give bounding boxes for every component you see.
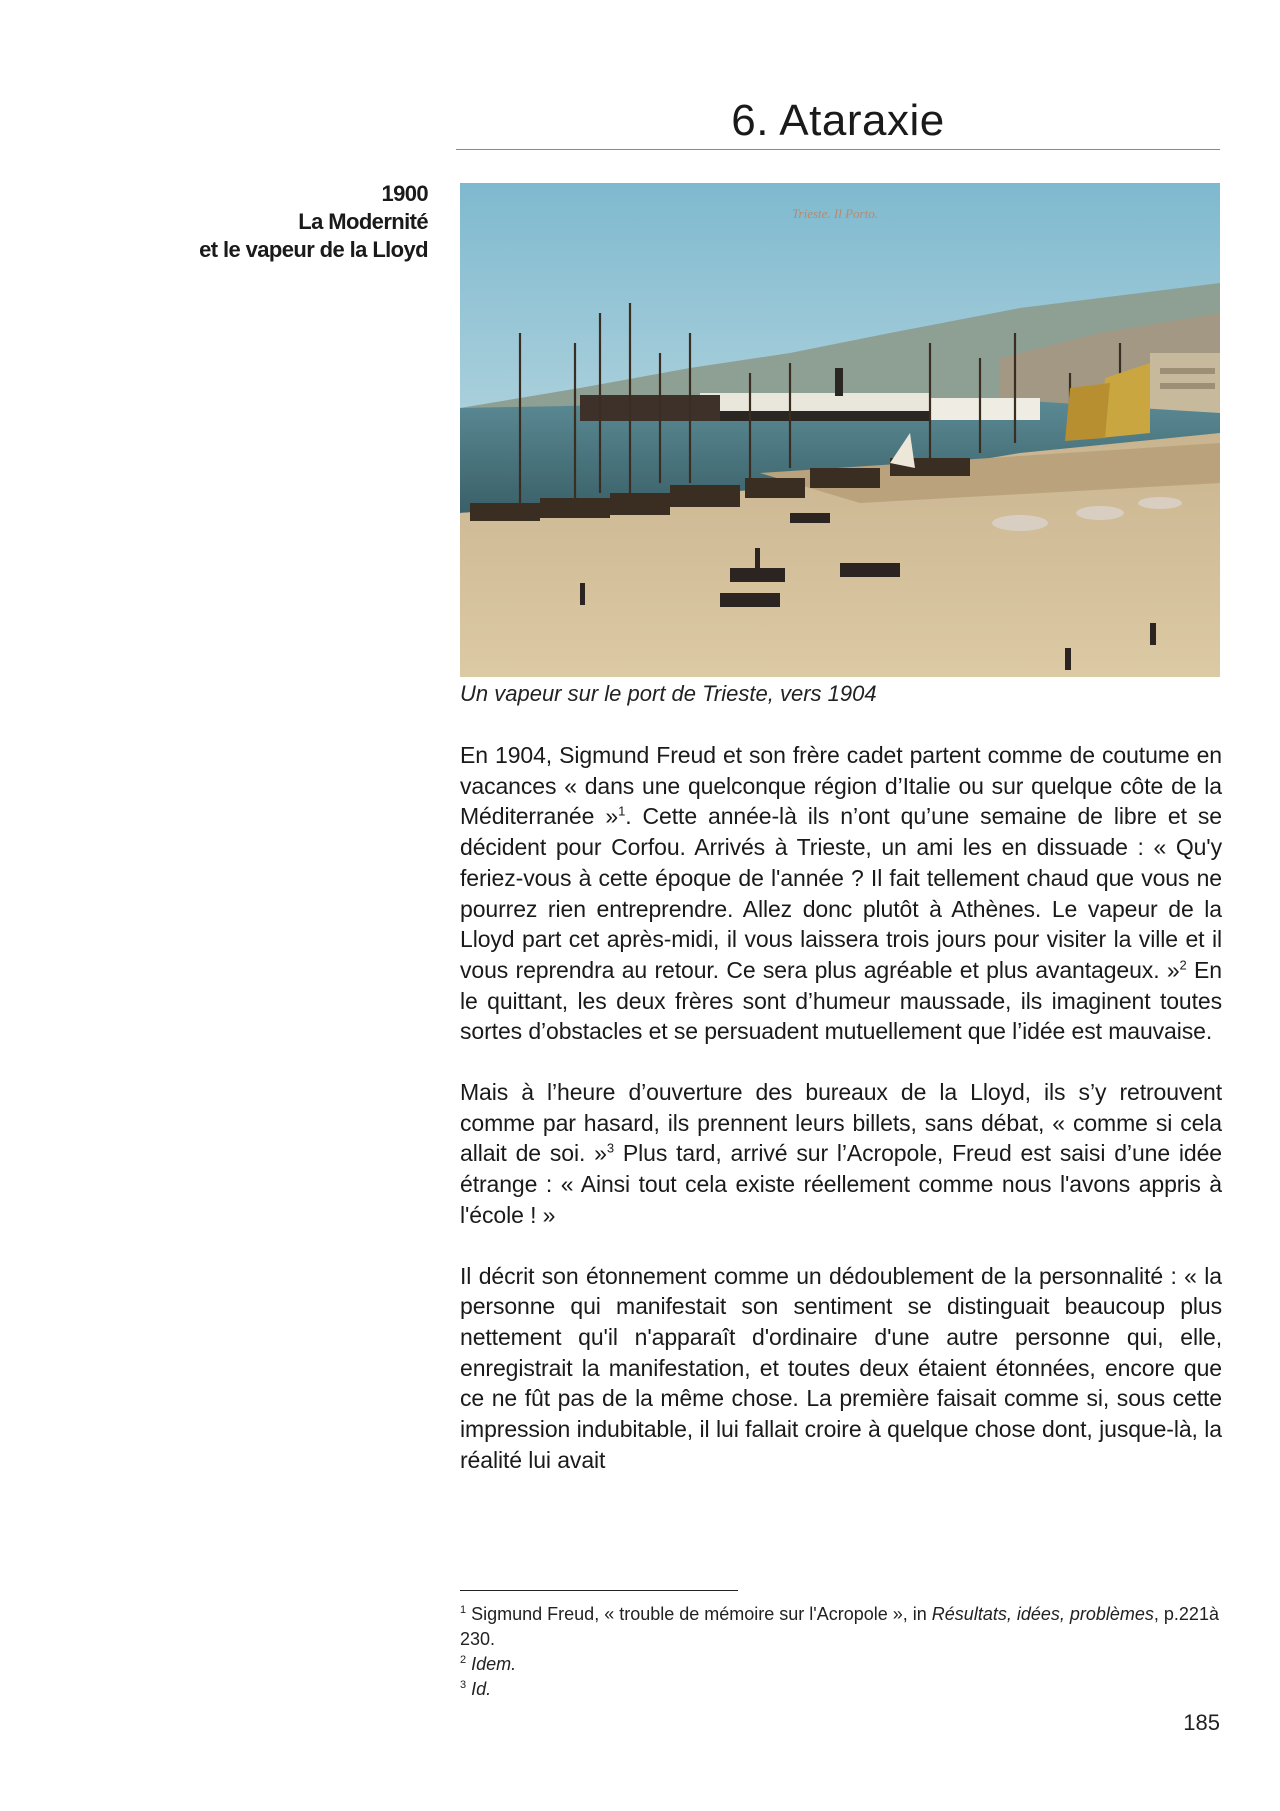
- footnote-number: 2: [460, 1654, 467, 1666]
- text-run: Mais à l’heure d’ouverture des bureaux de la Lloyd, ils s’y retrouvent comme par hasard, ils prennent leurs billets, sans débat, « comme si cela allait de soi. »: [460, 1079, 1222, 1167]
- italic-title: Résultats, idées, problèmes: [931, 1604, 1154, 1624]
- trieste-port-photo: [460, 183, 1220, 677]
- paragraph: [460, 1077, 1222, 1231]
- side-heading-line-3: et le vapeur de la Lloyd: [199, 237, 428, 262]
- text-run: En le quittant, les deux frères sont d’humeur maussade, ils imaginent toutes sortes d’obstacles et se persuadent mutuellement que l’idée est mauvaise.: [460, 956, 1222, 1045]
- footnote: [460, 1602, 1220, 1652]
- page-number: 185: [1183, 1710, 1220, 1735]
- footnote-rule: [460, 1590, 738, 1591]
- postcard-caption-text: Trieste. Il Porto.: [792, 206, 878, 221]
- footnote-ref: 2: [1179, 957, 1187, 973]
- text-run: En 1904, Sigmund Freud et son frère cadet partent comme de coutume en vacances « dans une quelconque région d’Italie ou sur quelque côte de la Méditerranée »: [460, 742, 1222, 830]
- paragraph: [460, 740, 1222, 1047]
- footnote-number: 3: [460, 1679, 467, 1691]
- footnotes: [460, 1602, 1220, 1702]
- text-run: , p.221à 230.: [460, 1604, 1219, 1649]
- chapter-title-rule: [456, 149, 1220, 150]
- paragraph: [460, 1261, 1222, 1476]
- side-heading: [120, 180, 428, 264]
- footnote: [460, 1652, 1220, 1677]
- text-run: Plus tard, arrivé sur l’Acropole, Freud est saisi d’une idée étrange : « Ainsi tout cela existe réellement comme nous l'avons appris à l'école ! »: [460, 1140, 1222, 1228]
- italic-title: Id.: [471, 1679, 492, 1699]
- footnote-number: 1: [460, 1604, 467, 1616]
- footnote: [460, 1677, 1220, 1702]
- side-heading-line-2: La Modernité: [298, 209, 428, 234]
- text-run: . Cette année-là ils n’ont qu’une semaine de libre et se décident pour Corfou. Arrivés à Trieste, un ami les en dissuade : « Qu'y feriez-vous à cette époque de l'année ? Il fait tellement chaud que vous ne pourrez rien entreprendre. Allez donc plutôt à Athènes. Le vapeur de la Lloyd part cet après-midi, il vous laissera trois jours pour visiter la ville et il vous reprendra au retour. Ce sera plus agréable et plus avantageux. »: [460, 803, 1222, 983]
- chapter-title: 6. Ataraxie: [731, 96, 945, 145]
- text-run: Sigmund Freud, « trouble de mémoire sur l'Acropole », in: [466, 1604, 932, 1624]
- body-text: [460, 740, 1222, 1505]
- text-run: Il décrit son étonnement comme un dédoublement de la personnalité : « la personne qui manifestait son sentiment se distinguait beaucoup plus nettement qu'il n'apparaît d'ordinaire d'une autre personne qui, elle, enregistrait la manifestation, et toutes deux étaient étonnées, encore que ce ne fût pas de la même chose. La première faisait comme si, sous cette impression indubitable, il lui fallait croire à quelque chose dont, jusque-là, la réalité lui avait: [460, 1262, 1222, 1473]
- footnote-ref: 1: [618, 803, 626, 819]
- footnote-ref: 3: [606, 1140, 614, 1156]
- italic-title: Idem.: [471, 1654, 517, 1674]
- side-heading-year: 1900: [381, 181, 428, 206]
- photo-caption: Un vapeur sur le port de Trieste, vers 1904: [460, 681, 877, 706]
